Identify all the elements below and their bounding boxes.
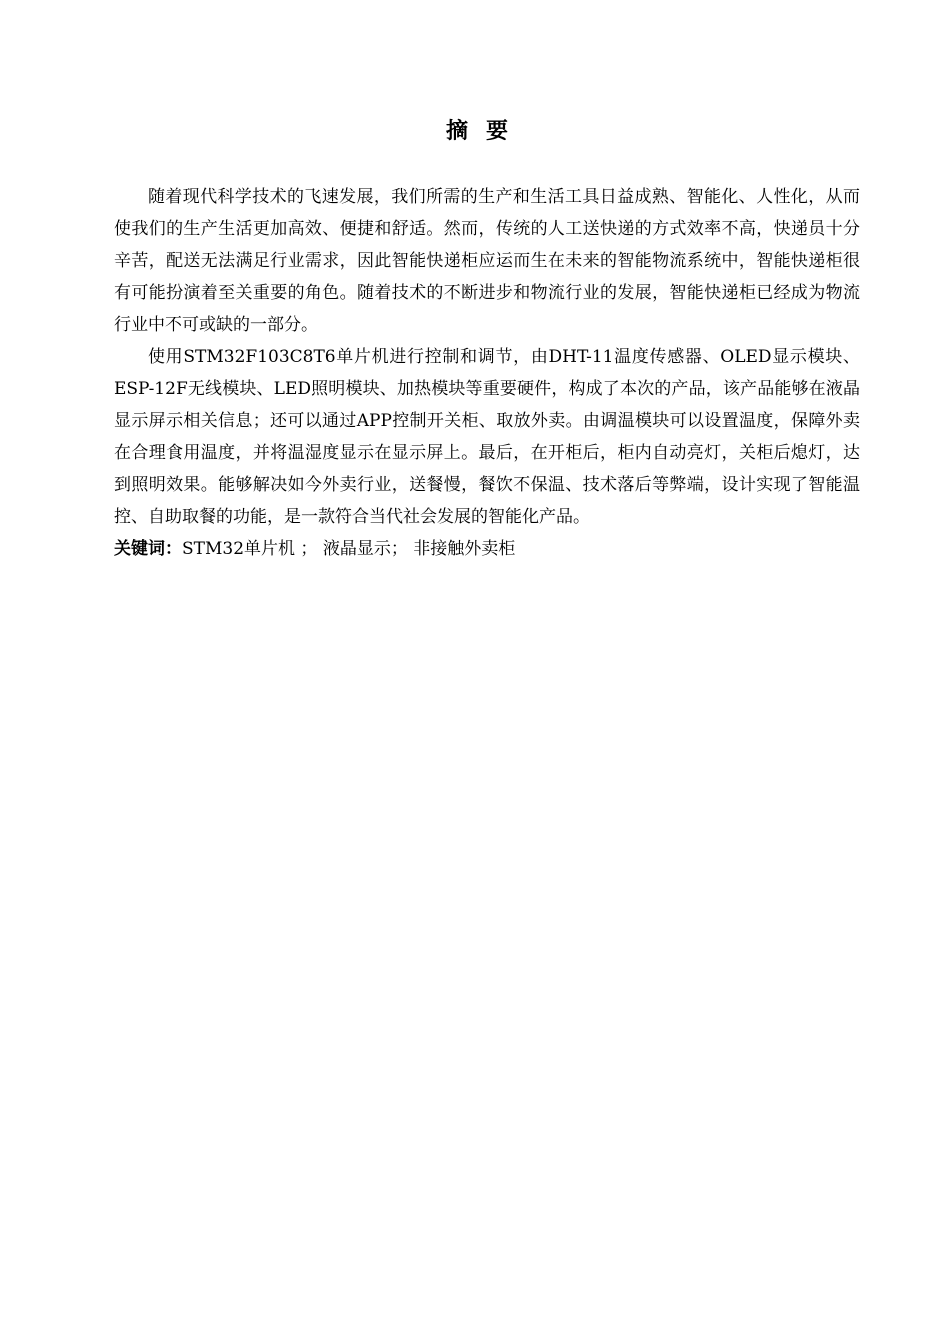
abstract-paragraph-2: 使用STM32F103C8T6单片机进行控制和调节，由DHT-11温度传感器、OLED显示模块、ESP-12F无线模块、LED照明模块、加热模块等重要硬件，构成了本次的产品，该产品能够在液晶显示屏示相关信息；还可以通过APP控制开关柜、取放外卖。由调温模块可以设置温度，保障外卖在合理食用温度，并将温湿度显示在显示屏上。最后，在开柜后，柜内自动亮灯，关柜后熄灯，达到照明效果。能够解决如今外卖行业，送餐慢，餐饮不保温、技术落后等弊端，设计实现了智能温控、自助取餐的功能，是一款符合当代社会发展的智能化产品。 bbox=[114, 347, 860, 527]
abstract-title: 摘要 bbox=[445, 118, 526, 144]
abstract-body bbox=[114, 181, 860, 565]
keywords-line bbox=[114, 533, 860, 565]
abstract-paragraph-1: 随着现代科学技术的飞速发展，我们所需的生产和生活工具日益成熟、智能化、人性化，从而使我们的生产生活更加高效、便捷和舒适。然而，传统的人工送快递的方式效率不高，快递员十分辛苦，配送无法满足行业需求，因此智能快递柜应运而生在未来的智能物流系统中，智能快递柜很有可能扮演着至关重要的角色。随着技术的不断进步和物流行业的发展，智能快递柜已经成为物流行业中不可或缺的一部分。 bbox=[114, 187, 860, 335]
keywords-label: 关键词： bbox=[114, 539, 182, 559]
keywords-text: STM32单片机 ； 液晶显示； 非接触外卖柜 bbox=[182, 539, 516, 559]
